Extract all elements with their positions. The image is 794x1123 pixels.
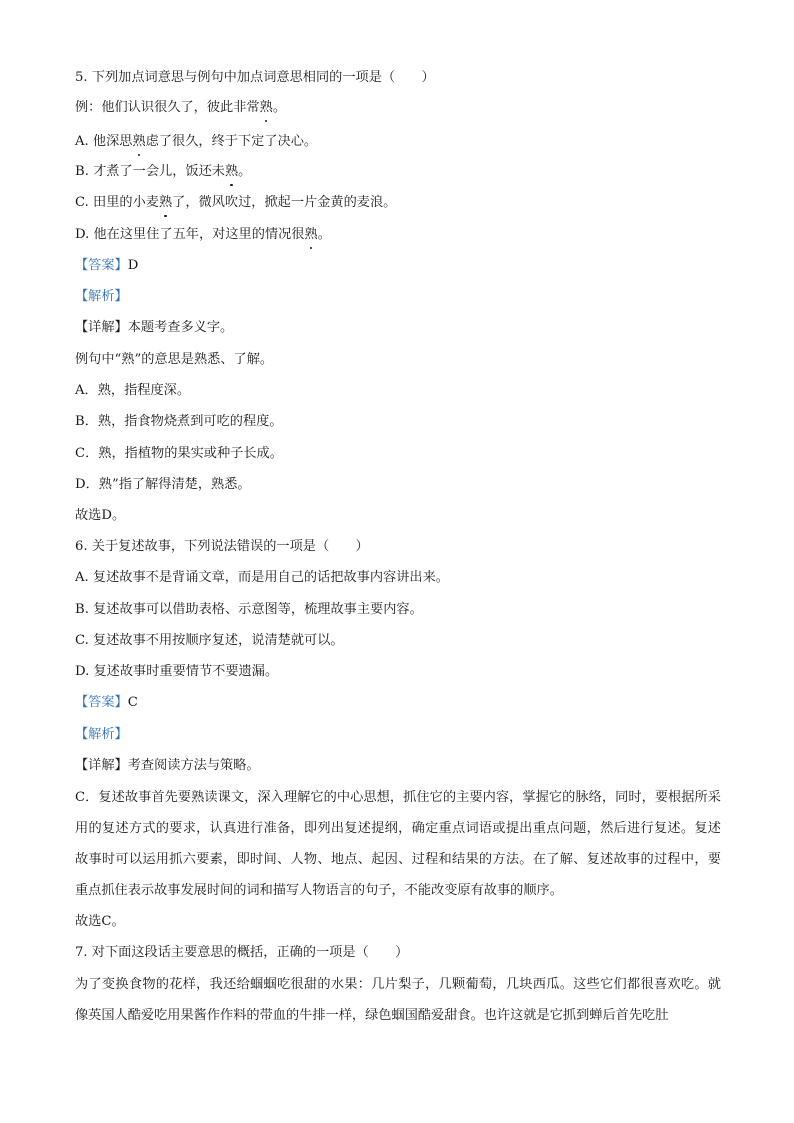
q6-answer [75, 694, 138, 712]
detail-tag: 【详解】 [75, 758, 128, 773]
emphasis-dot-char: 熟 [224, 164, 239, 179]
q5-option-a: A. 他深思熟虑了很久，终于下定了决心。 [75, 134, 318, 149]
q5-explain-line: D．熟”指了解得清楚，熟悉。 [75, 477, 251, 492]
q5-explain-line: B．熟，指食物烧煮到可吃的程度。 [75, 414, 283, 429]
q5-example: 例：他们认识很久了，彼此非常熟。 [75, 100, 286, 115]
q5-option-b: B. 才煮了一会儿，饭还未熟。 [75, 164, 252, 179]
q6-option-d: D. 复述故事时重要情节不要遗漏。 [75, 664, 279, 679]
q5-analysis-tag: 【解析】 [75, 289, 128, 304]
emphasis-dot-char: 熟 [304, 227, 318, 242]
detail-tag: 【详解】 [75, 320, 128, 335]
q7-stem: 7. 对下面这段话主要意思的概括，正确的一项是（ ） [75, 945, 409, 960]
emphasis-dot-char: 熟 [259, 100, 273, 115]
q7-passage: 为了变换食物的花样，我还给蝈蝈吃很甜的水果：几片梨子，几颗葡萄，几块西瓜。这些它们都很喜欢吃。就像英国人酷爱吃用果酱作作料的带血的牛排一样，绿色蝈国酷爱甜食。也许这就是它抓到蝉后首先吃肚 [75, 977, 721, 1023]
answer-value: C [127, 695, 138, 710]
q6-analysis-tag: 【解析】 [75, 727, 128, 742]
q5-answer [75, 257, 138, 275]
q5-option-d: D. 他在这里住了五年，对这里的情况很熟。 [75, 227, 331, 242]
q5-option-c: C. 田里的小麦熟了，微风吹过，掀起一片金黄的麦浪。 [75, 195, 397, 210]
q5-detail: 【详解】本题考查多义字。 [75, 320, 234, 335]
emphasis-dot-char: 熟 [158, 195, 173, 210]
answer-value: D [127, 258, 139, 273]
q6-detail: 【详解】考查阅读方法与策略。 [75, 758, 260, 773]
answer-tag: 【答案】 [75, 695, 128, 710]
q5-explain-line: A．熟，指程度深。 [75, 383, 191, 398]
answer-tag: 【答案】 [75, 258, 128, 273]
q5-explain-line: 例句中“熟”的意思是熟悉、了解。 [75, 352, 274, 367]
q5-conclusion: 故选D。 [75, 508, 126, 523]
q6-option-a: A. 复述故事不是背诵文章，而是用自己的话把故事内容讲出来。 [75, 570, 449, 585]
q6-conclusion: 故选C。 [75, 914, 125, 929]
q6-explanation: C．复述故事首先要熟读课文，深入理解它的中心思想，抓住它的主要内容，掌握它的脉络，同时，要根据所采用的复述方式的要求，认真进行准备，即列出复述提纲，确定重点词语或提出重点问题，然后进行复述。复述故事时可以运用抓六要素，即时间、人物、地点、起因、过程和结果的方法。在了解、复述故事的过程中，要重点抓住表示故事发展时间的词和描写人物语言的句子，不能改变原有故事的顺序。 [75, 790, 721, 898]
q6-stem: 6. 关于复述故事，下列说法错误的一项是（ ） [75, 539, 369, 554]
q5-explain-line: C．熟，指植物的果实或种子长成。 [75, 446, 283, 461]
emphasis-dot-char: 熟 [132, 134, 146, 149]
q5-stem: 5. 下列加点词意思与例句中加点词意思相同的一项是（ ） [75, 70, 435, 85]
q6-option-b: B. 复述故事可以借助表格、示意图等，梳理故事主要内容。 [75, 602, 423, 617]
q6-option-c: C. 复述故事不用按顺序复述，说清楚就可以。 [75, 633, 344, 648]
